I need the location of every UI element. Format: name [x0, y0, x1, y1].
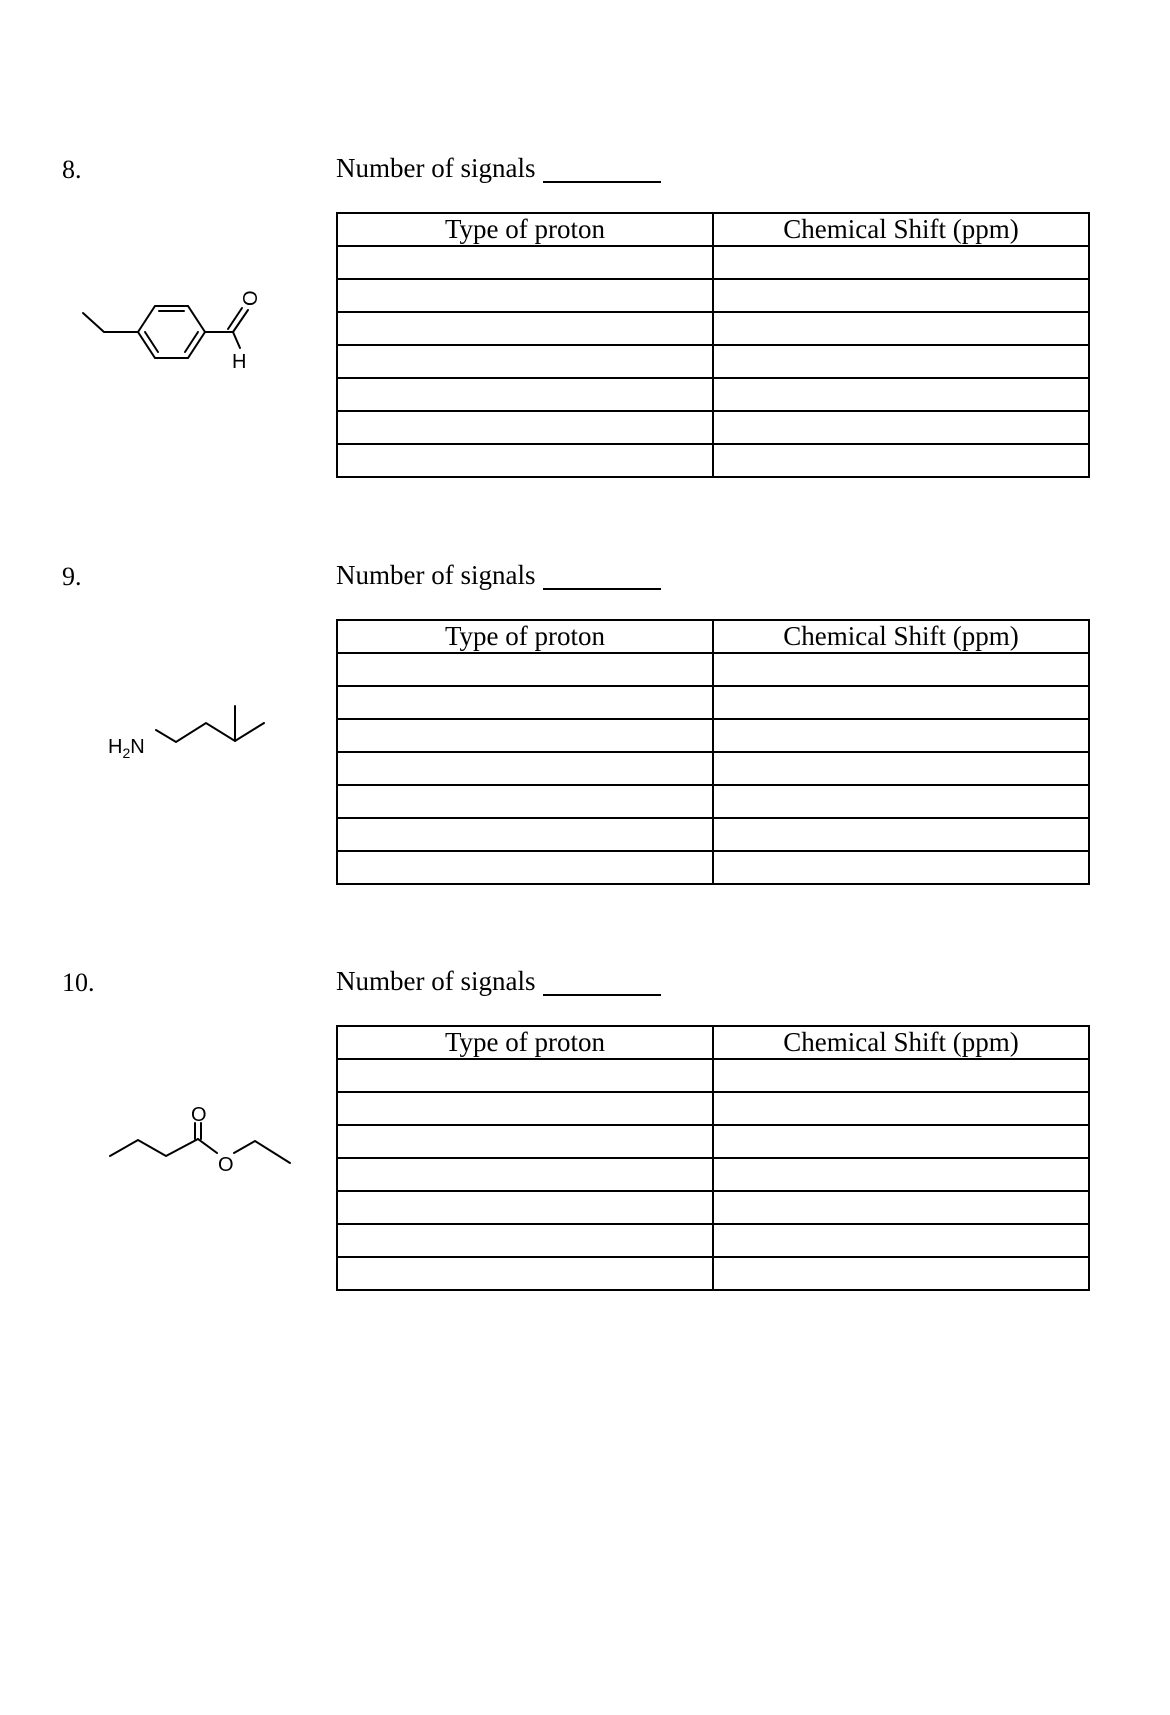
table-header-row	[337, 1026, 1089, 1059]
table-row	[337, 378, 1089, 411]
chemical-shift-cell[interactable]	[713, 851, 1089, 884]
table-row	[337, 1257, 1089, 1290]
table-row	[337, 752, 1089, 785]
type-of-proton-cell[interactable]	[337, 378, 713, 411]
chemical-shift-cell[interactable]	[713, 1158, 1089, 1191]
question-number: 8.	[62, 155, 82, 184]
column-header-type-of-proton: Type of proton	[337, 213, 713, 246]
column-header-chemical-shift: Chemical Shift (ppm)	[713, 213, 1089, 246]
atom-label-carbonyl-oxygen: O	[191, 1104, 207, 1126]
question-number: 9.	[62, 562, 82, 591]
chemical-shift-cell[interactable]	[713, 345, 1089, 378]
column-header-chemical-shift: Chemical Shift (ppm)	[713, 1026, 1089, 1059]
type-of-proton-cell[interactable]	[337, 444, 713, 477]
type-of-proton-cell[interactable]	[337, 312, 713, 345]
type-of-proton-cell[interactable]	[337, 345, 713, 378]
column-header-type-of-proton: Type of proton	[337, 620, 713, 653]
chemical-shift-cell[interactable]	[713, 312, 1089, 345]
number-of-signals-prompt	[336, 155, 661, 183]
atom-label-hydrogen: H	[232, 351, 247, 373]
type-of-proton-cell[interactable]	[337, 1257, 713, 1290]
molecule-ethyl-butanoate	[100, 1103, 300, 1193]
number-of-signals-blank[interactable]	[543, 562, 661, 590]
type-of-proton-cell[interactable]	[337, 1059, 713, 1092]
atom-label-oxygen: O	[240, 290, 262, 306]
type-of-proton-cell[interactable]	[337, 653, 713, 686]
chemical-shift-cell[interactable]	[713, 1092, 1089, 1125]
table-row	[337, 653, 1089, 686]
type-of-proton-cell[interactable]	[337, 752, 713, 785]
table-row	[337, 1191, 1089, 1224]
table-row	[337, 686, 1089, 719]
answer-table	[336, 1025, 1090, 1291]
table-row	[337, 785, 1089, 818]
number-of-signals-label: Number of signals	[336, 153, 536, 183]
number-of-signals-prompt	[336, 562, 661, 590]
answer-table	[336, 212, 1090, 478]
type-of-proton-cell[interactable]	[337, 851, 713, 884]
number-of-signals-label: Number of signals	[336, 966, 536, 996]
atom-label-ester-oxygen: O	[218, 1154, 234, 1176]
chemical-shift-cell[interactable]	[713, 818, 1089, 851]
table-row	[337, 1092, 1089, 1125]
type-of-proton-cell[interactable]	[337, 1092, 713, 1125]
chemical-shift-cell[interactable]	[713, 1059, 1089, 1092]
chemical-shift-cell[interactable]	[713, 1257, 1089, 1290]
molecule-4-ethylbenzaldehyde	[75, 290, 275, 400]
table-row	[337, 444, 1089, 477]
number-of-signals-blank[interactable]	[543, 968, 661, 996]
column-header-chemical-shift: Chemical Shift (ppm)	[713, 620, 1089, 653]
type-of-proton-cell[interactable]	[337, 785, 713, 818]
chemical-shift-cell[interactable]	[713, 1191, 1089, 1224]
chemical-shift-cell[interactable]	[713, 1125, 1089, 1158]
chemical-shift-cell[interactable]	[713, 246, 1089, 279]
type-of-proton-cell[interactable]	[337, 246, 713, 279]
type-of-proton-cell[interactable]	[337, 686, 713, 719]
table-row	[337, 818, 1089, 851]
number-of-signals-prompt	[336, 968, 661, 996]
table-row	[337, 1125, 1089, 1158]
type-of-proton-cell[interactable]	[337, 818, 713, 851]
table-row	[337, 1224, 1089, 1257]
type-of-proton-cell[interactable]	[337, 1191, 713, 1224]
table-row	[337, 719, 1089, 752]
type-of-proton-cell[interactable]	[337, 1224, 713, 1257]
table-row	[337, 1059, 1089, 1092]
type-of-proton-cell[interactable]	[337, 719, 713, 752]
chemical-shift-cell[interactable]	[713, 279, 1089, 312]
chemical-shift-cell[interactable]	[713, 785, 1089, 818]
chemical-shift-cell[interactable]	[713, 653, 1089, 686]
chemical-shift-cell[interactable]	[713, 686, 1089, 719]
answer-table	[336, 619, 1090, 885]
column-header-type-of-proton: Type of proton	[337, 1026, 713, 1059]
type-of-proton-cell[interactable]	[337, 411, 713, 444]
type-of-proton-cell[interactable]	[337, 1125, 713, 1158]
chemical-shift-cell[interactable]	[713, 411, 1089, 444]
table-row	[337, 345, 1089, 378]
table-row	[337, 279, 1089, 312]
chemical-shift-cell[interactable]	[713, 378, 1089, 411]
chemical-shift-cell[interactable]	[713, 719, 1089, 752]
number-of-signals-blank[interactable]	[543, 155, 661, 183]
table-row	[337, 851, 1089, 884]
type-of-proton-cell[interactable]	[337, 279, 713, 312]
type-of-proton-cell[interactable]	[337, 1158, 713, 1191]
table-row	[337, 411, 1089, 444]
chemical-shift-cell[interactable]	[713, 1224, 1089, 1257]
chemical-shift-cell[interactable]	[713, 752, 1089, 785]
table-header-row	[337, 620, 1089, 653]
table-row	[337, 1158, 1089, 1191]
atom-label-amine: $H_2N$	[108, 736, 145, 761]
chemical-shift-cell[interactable]	[713, 444, 1089, 477]
table-row	[337, 246, 1089, 279]
molecule-isopentylamine	[100, 692, 280, 772]
question-number: 10.	[62, 968, 95, 997]
table-row	[337, 312, 1089, 345]
number-of-signals-label: Number of signals	[336, 560, 536, 590]
table-header-row	[337, 213, 1089, 246]
